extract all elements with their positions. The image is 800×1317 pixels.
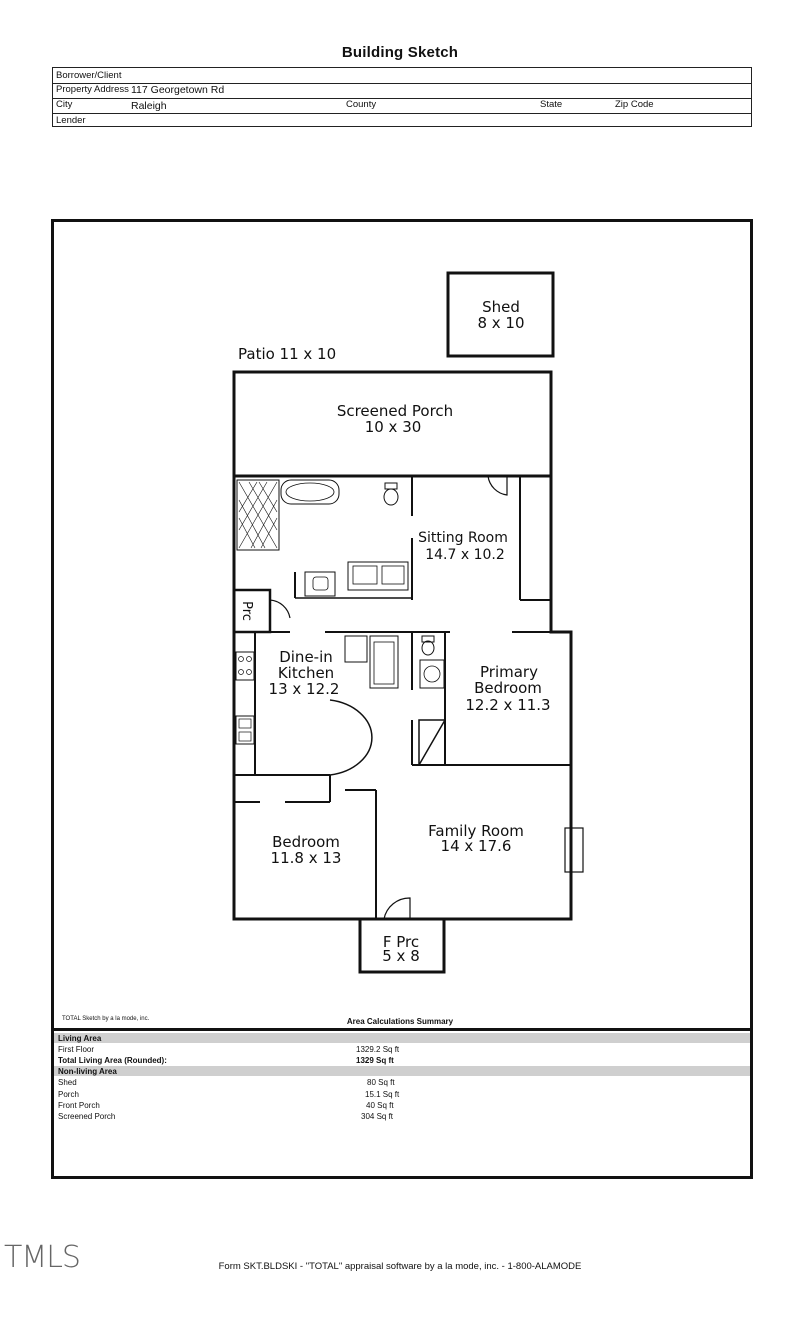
shed-area-value: 80 Sq ft bbox=[367, 1078, 395, 1087]
kitchen-name-1: Dine-in bbox=[279, 648, 333, 666]
nonliving-area-bar bbox=[54, 1066, 750, 1076]
primary-bedroom-name-1: Primary bbox=[480, 663, 538, 681]
summary-divider bbox=[51, 1028, 753, 1031]
shed-area-label: Shed bbox=[58, 1078, 77, 1087]
state-label: State bbox=[540, 99, 563, 110]
shed-dim: 8 x 10 bbox=[477, 314, 525, 332]
page-title: Building Sketch bbox=[341, 44, 459, 61]
family-room-dim: 14 x 17.6 bbox=[440, 837, 512, 855]
city-value: Raleigh bbox=[131, 100, 167, 112]
area-summary-title: Area Calculations Summary bbox=[346, 1017, 454, 1026]
lender-label: Lender bbox=[56, 115, 86, 126]
kitchen-name-2: Kitchen bbox=[277, 664, 335, 682]
bedroom-name: Bedroom bbox=[272, 833, 340, 851]
front-porch-name: F Prc bbox=[382, 933, 420, 951]
prc-label: Prc bbox=[239, 601, 254, 621]
city-label: City bbox=[56, 99, 73, 110]
porch-area-label: Porch bbox=[58, 1090, 79, 1099]
borrower-label: Borrower/Client bbox=[56, 70, 122, 81]
living-area-header: Living Area bbox=[58, 1034, 102, 1043]
county-label: County bbox=[346, 99, 377, 110]
front-porch-dim: 5 x 8 bbox=[382, 947, 420, 965]
bedroom-dim: 11.8 x 13 bbox=[270, 849, 342, 867]
address-label: Property Address bbox=[56, 84, 129, 95]
screened-porch-area-label: Screened Porch bbox=[58, 1112, 116, 1121]
zip-label: Zip Code bbox=[615, 99, 654, 110]
software-credit: TOTAL Sketch by a la mode, inc. bbox=[62, 1016, 150, 1022]
primary-bedroom-dim: 12.2 x 11.3 bbox=[465, 696, 551, 714]
first-floor-value: 1329.2 Sq ft bbox=[356, 1045, 400, 1054]
shed-name: Shed bbox=[482, 298, 520, 316]
sitting-room-name: Sitting Room bbox=[418, 530, 508, 546]
form-footer: Form SKT.BLDSKI - "TOTAL" appraisal software by a la mode, inc. - 1-800-ALAMODE bbox=[218, 1261, 582, 1272]
total-living-label: Total Living Area (Rounded): bbox=[58, 1056, 167, 1065]
primary-bedroom-name-2: Bedroom bbox=[474, 679, 542, 697]
total-living-value: 1329 Sq ft bbox=[356, 1056, 394, 1065]
living-area-bar bbox=[54, 1033, 750, 1043]
screened-porch-dim: 10 x 30 bbox=[364, 418, 422, 436]
screened-porch-area-value: 304 Sq ft bbox=[361, 1112, 394, 1121]
sitting-room-dim: 14.7 x 10.2 bbox=[425, 547, 505, 563]
nonliving-area-header: Non-living Area bbox=[58, 1067, 117, 1076]
screened-porch-name: Screened Porch bbox=[336, 402, 454, 420]
first-floor-label: First Floor bbox=[58, 1045, 94, 1054]
front-porch-area-value: 40 Sq ft bbox=[366, 1101, 394, 1110]
patio-label: Patio 11 x 10 bbox=[238, 345, 337, 363]
front-porch-area-label: Front Porch bbox=[58, 1101, 100, 1110]
porch-area-value: 15.1 Sq ft bbox=[365, 1090, 400, 1099]
address-value: 117 Georgetown Rd bbox=[131, 84, 225, 96]
tmls-logo: TMLS bbox=[4, 1240, 80, 1275]
kitchen-dim: 13 x 12.2 bbox=[268, 680, 340, 698]
family-room-name: Family Room bbox=[428, 822, 524, 840]
